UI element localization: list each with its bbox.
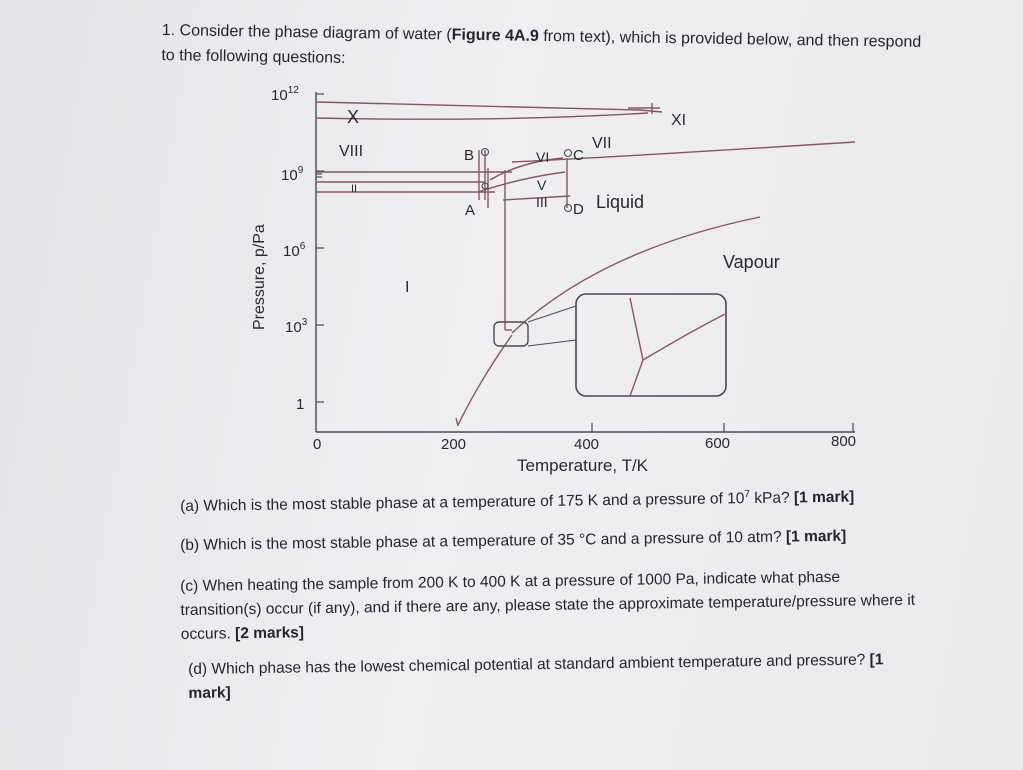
y-tick-1e6: $10^6$ bbox=[283, 241, 306, 260]
sublimation-tick bbox=[456, 418, 458, 426]
x-tick-800: 800 bbox=[831, 433, 857, 450]
x-tick-400: 400 bbox=[574, 436, 600, 453]
question-intro-text-b: from text), which is provided below, and then respond to the following questions: bbox=[161, 27, 922, 67]
y-tick-1e9: $10^9$ bbox=[281, 165, 304, 184]
phase-label-liquid: Liquid bbox=[596, 192, 645, 212]
boundary-x-viii bbox=[316, 102, 662, 112]
subquestion-c-text: (c) When heating the sample from 200 K to 400 K at a pressure of 1000 Pa, indicate what phase transition(s) occur (if any), and if there are any, please state the approximate temperature/pressure where it occurs. bbox=[180, 568, 916, 643]
point-label-b: B bbox=[464, 147, 475, 164]
subquestion-d bbox=[188, 648, 919, 706]
subquestion-b-text: (b) Which is the most stable phase at a temperature of 35 °C and a pressure of 10 atm? bbox=[180, 528, 782, 554]
y-tick-marks bbox=[316, 94, 324, 402]
x-tick-600: 600 bbox=[705, 435, 731, 452]
point-label-a: A bbox=[465, 202, 476, 219]
phase-label-ii: II bbox=[351, 183, 358, 195]
subquestion-a-marks: [1 mark] bbox=[793, 488, 855, 507]
y-tick-1e3: $10^3$ bbox=[285, 317, 308, 336]
x-tick-0: 0 bbox=[313, 436, 322, 453]
subquestion-a-exponent: 7 bbox=[744, 488, 751, 500]
subquestion-c bbox=[180, 565, 916, 647]
y-tick-1e12: $10^{12}$ bbox=[271, 85, 299, 104]
subquestion-b-marks: [1 mark] bbox=[785, 527, 847, 546]
boundary-i-vapour bbox=[458, 335, 512, 425]
inset-boundaries bbox=[630, 298, 725, 396]
inset-connector-bottom bbox=[528, 340, 576, 346]
phase-label-i: I bbox=[405, 279, 410, 296]
point-label-c: C bbox=[573, 147, 584, 164]
subquestion-a-text: (a) Which is the most stable phase at a temperature of 175 K and a pressure of 10 bbox=[180, 490, 745, 515]
boundary-v-iii bbox=[478, 172, 565, 192]
phase-label-vapour: Vapour bbox=[723, 252, 780, 272]
phase-label-viii: VIII bbox=[339, 143, 364, 160]
x-tick-200: 200 bbox=[441, 436, 467, 453]
figure-reference: Figure 4A.9 bbox=[451, 26, 539, 45]
x-tick-marks bbox=[592, 423, 853, 432]
x-axis-label: Temperature, T/K bbox=[517, 456, 649, 475]
triple-point-box bbox=[494, 322, 528, 346]
phase-label-vii: VII bbox=[592, 135, 612, 152]
phase-label-iii: III bbox=[536, 194, 548, 210]
xi-stub bbox=[628, 103, 660, 114]
boundary-x-viii-lower bbox=[316, 113, 648, 119]
point-label-d: D bbox=[573, 201, 584, 218]
phase-label-xi: XI bbox=[671, 112, 687, 129]
subquestion-d-marks: [1 mark] bbox=[188, 651, 884, 702]
y-tick-1: 1 bbox=[296, 396, 305, 413]
phase-label-vi: VI bbox=[536, 149, 550, 165]
subquestion-c-marks: [2 marks] bbox=[234, 624, 305, 643]
inset-connector-top bbox=[528, 306, 576, 322]
triple-point-inset bbox=[576, 294, 726, 396]
boundary-vii-liquid bbox=[512, 142, 855, 162]
phase-label-x: X bbox=[347, 107, 360, 127]
point-d-marker bbox=[565, 205, 572, 212]
phase-label-v: V bbox=[537, 177, 547, 193]
subquestion-d-text: (d) Which phase has the lowest chemical potential at standard ambient temperature and pressure? bbox=[188, 651, 866, 678]
question-number: 1. bbox=[161, 21, 176, 40]
y-axis-label: Pressure, p/Pa bbox=[251, 224, 268, 330]
point-c-marker bbox=[565, 150, 572, 157]
subquestion-a-unit: kPa? bbox=[749, 489, 790, 508]
question-intro-text-a: Consider the phase diagram of water ( bbox=[179, 22, 452, 44]
